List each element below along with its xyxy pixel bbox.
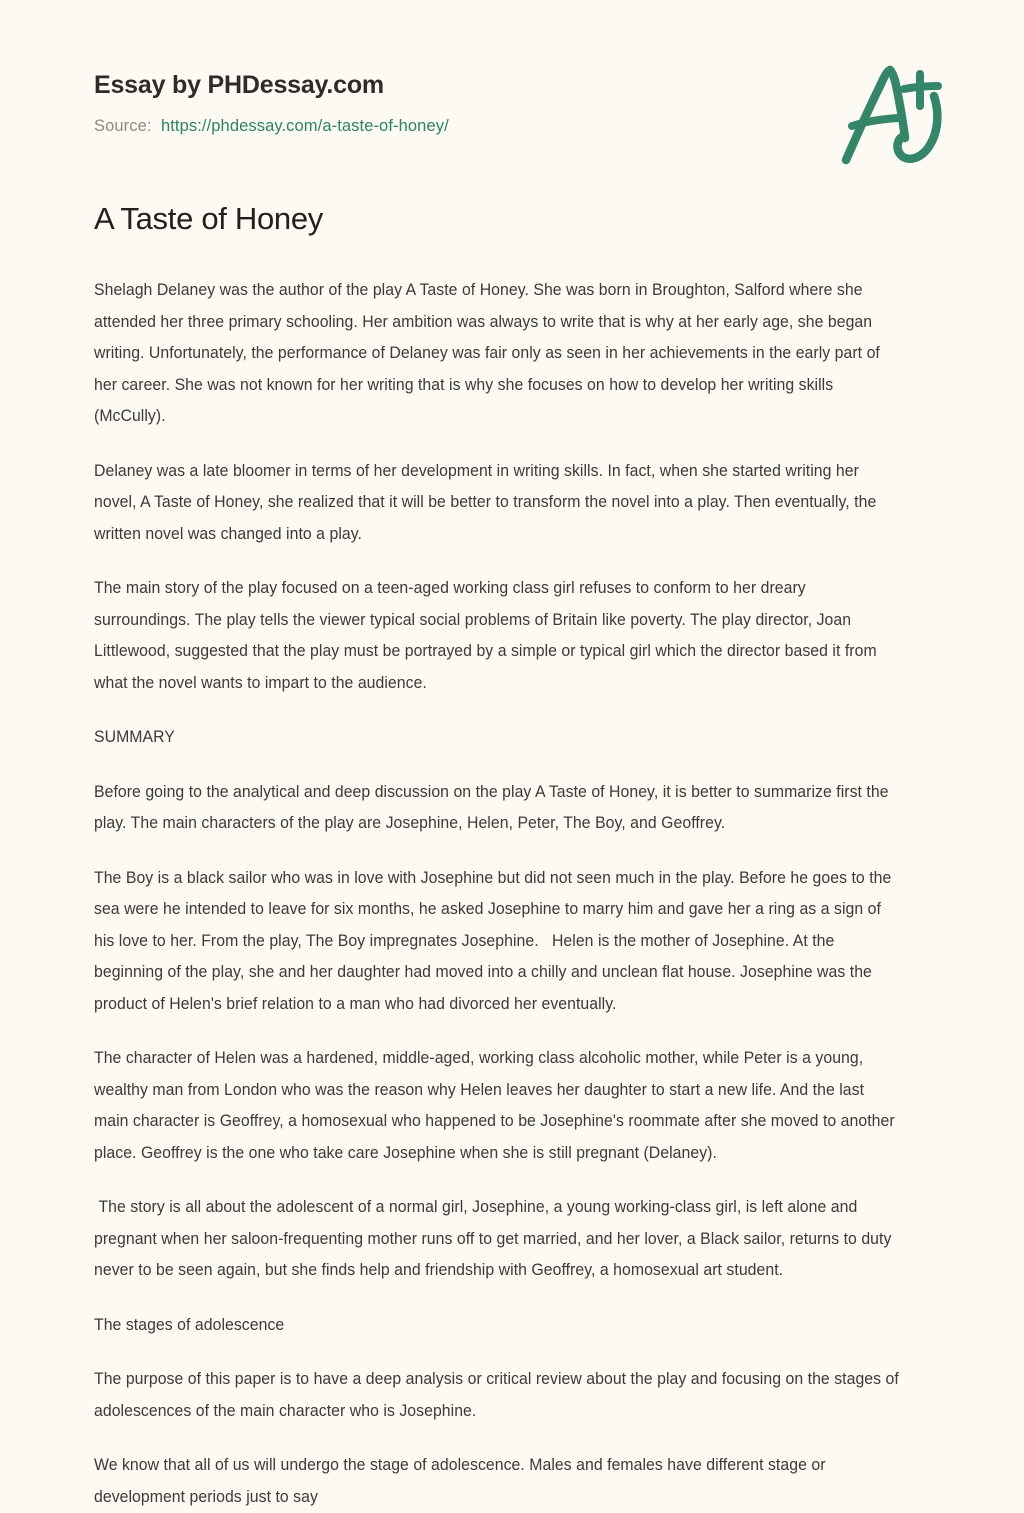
page-title: A Taste of Honey xyxy=(94,201,324,236)
paragraph: Shelagh Delaney was the author of the play A Taste of Honey. She was born in Broughton, Salford where she attended her three primary schooling. Her ambition was always to write that is why at her early age, she began writing. Unfortunately, the performance of Delaney was fair only as seen in her achievements in the early part of her career. She was not known for her writing that is why she focuses on how to develop her writing skills (McCully). xyxy=(94,281,885,426)
paragraph: The main story of the play focused on a teen-aged working class girl refuses to conform to her dreary surroundings. The play tells the viewer typical social problems of Britain like poverty. The play director, Joan Littlewood, suggested that the play must be portrayed by a simple or typical girl which the director based it from what the novel wants to impart to the audience. xyxy=(94,579,882,692)
paragraph: Before going to the analytical and deep discussion on the play A Taste of Honey, it is better to summarize first the play. The main characters of the play are Josephine, Helen, Peter, The Boy, and Geoffrey. xyxy=(94,782,894,833)
paragraph: The Boy is a black sailor who was in love with Josephine but did not seen much in the play. Before he goes to the sea were he intended to leave for six months, he asked Josephine to marry him and gave her a ring as a sign of his love to her. From the play, The Boy impregnates Josephine. Helen is the mother of Josephine. At the beginning of the play, she and her daughter had moved into a chilly and unclean flat house. Josephine was the product of Helen's brief relation to a man who had divorced her eventually. xyxy=(94,868,896,1013)
section-heading-stages: The stages of adolescence xyxy=(94,1315,285,1334)
paragraph: We know that all of us will undergo the stage of adolescence. Males and females have different stage or development periods just to say xyxy=(94,1456,830,1506)
paragraph: The character of Helen was a hardened, middle-aged, working class alcoholic mother, while Peter is a young, wealthy man from London who was the reason why Helen leaves her daughter to start a new life. And the last main character is Geoffrey, a homosexual who happened to be Josephine's roommate after she moved to another place. Geoffrey is the one who take care Josephine when she is still pregnant (Delaney). xyxy=(94,1049,900,1162)
paragraph: Delaney was a late bloomer in terms of her development in writing skills. In fact, when she started writing her novel, A Taste of Honey, she realized that it will be better to transform the novel into a play. Then eventually, the written novel was changed into a play. xyxy=(94,461,881,543)
source-line xyxy=(94,117,946,136)
source-url-link[interactable]: https://phdessay.com/a-taste-of-honey/ xyxy=(160,116,449,135)
a-plus-logo-icon xyxy=(824,58,952,174)
source-label: Source: xyxy=(94,116,152,135)
page-header xyxy=(0,0,1024,200)
article xyxy=(0,200,1024,1513)
article-body xyxy=(94,275,930,1513)
paragraph: The story is all about the adolescent of a normal girl, Josephine, a young working-class girl, is left alone and pregnant when her saloon-frequenting mother runs off to get married, and her lover, a Black sailor, returns to duty never to be seen again, but she finds help and friendship with Geoffrey, a homosexual art student. xyxy=(94,1198,896,1280)
brand-title: Essay by PHDessay.com xyxy=(94,71,384,99)
section-heading-summary: SUMMARY xyxy=(94,728,175,747)
a-plus-logo xyxy=(824,58,952,174)
paragraph: The purpose of this paper is to have a deep analysis or critical review about the play and focusing on the stages of adolescences of the main character who is Josephine. xyxy=(94,1370,904,1420)
